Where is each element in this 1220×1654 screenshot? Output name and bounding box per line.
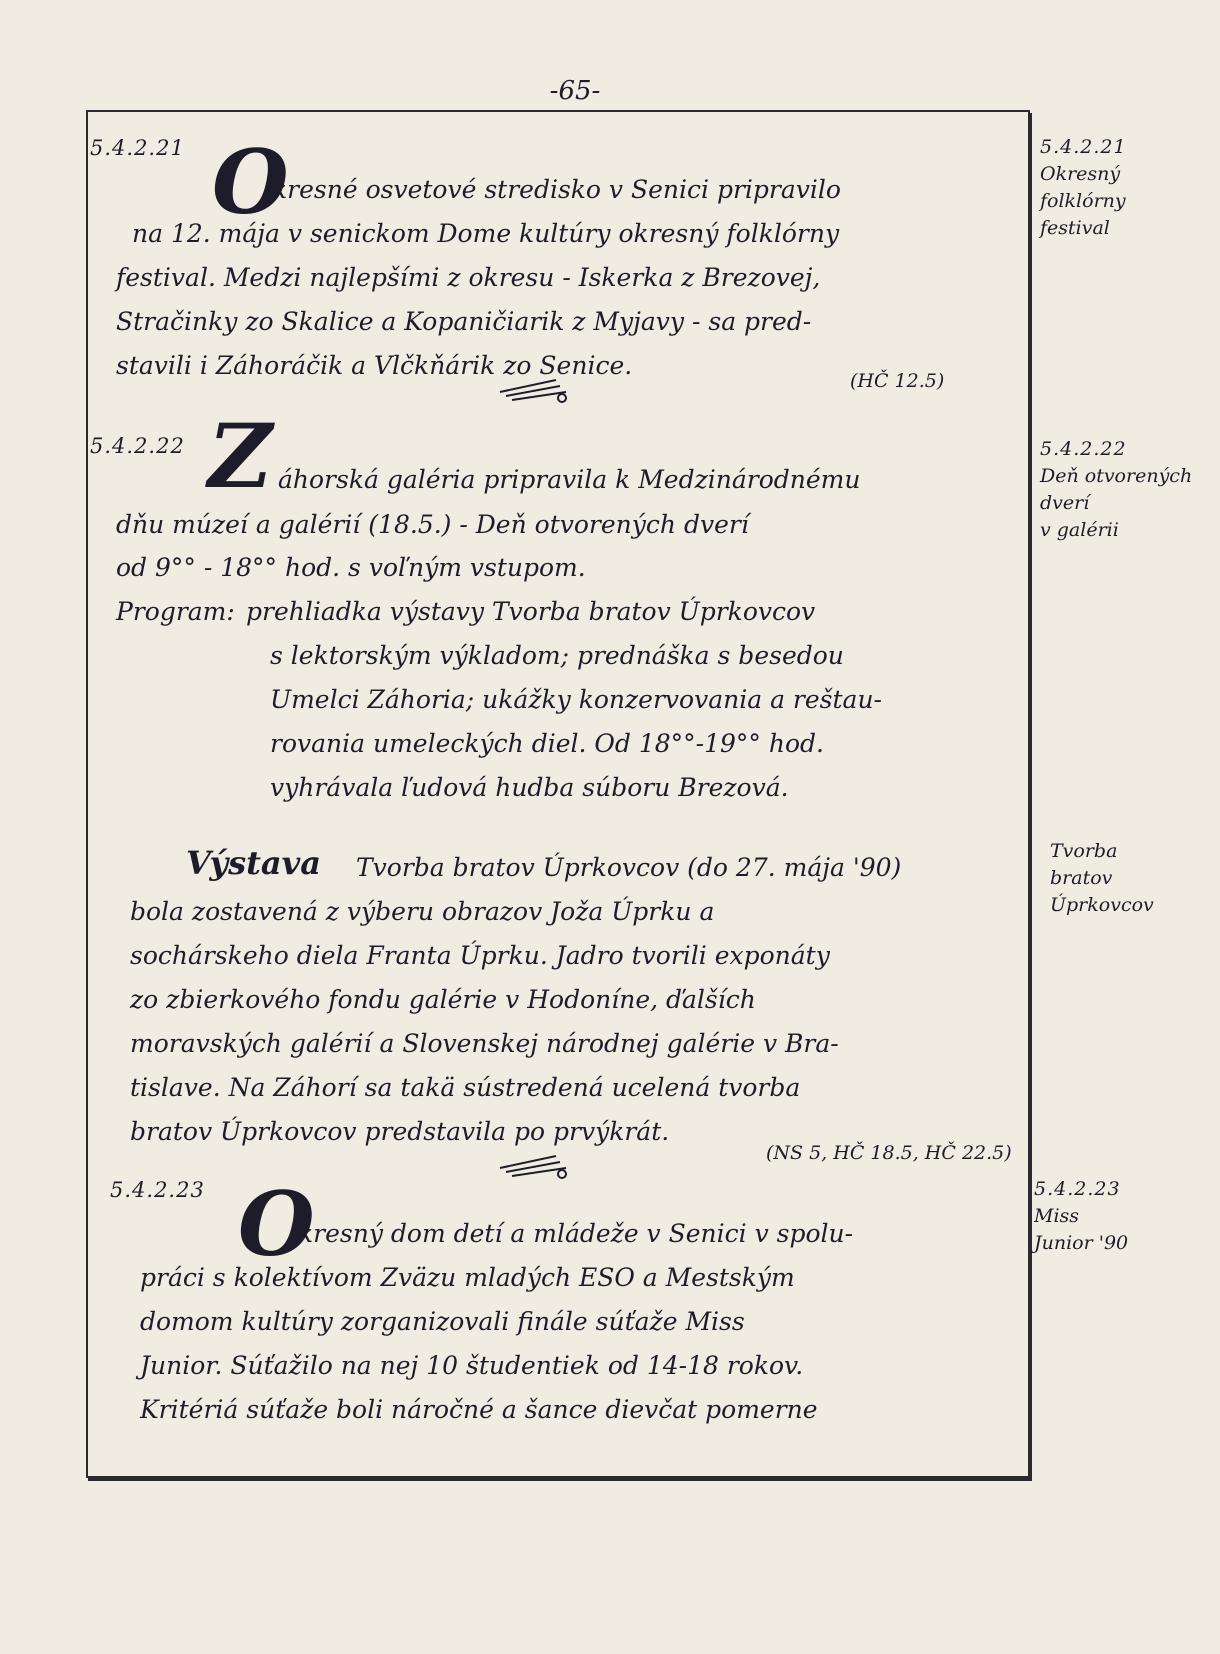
entry-line: moravských galérií a Slovenskej národnej galérie v Bra-: [130, 1029, 839, 1058]
margin-line: bratov: [1050, 867, 1113, 889]
section-heading: Výstava: [186, 844, 321, 882]
entry-line: domom kultúry zorganizovali finále súťaže Miss: [140, 1307, 745, 1336]
entry-line: sochárskeho diela Franta Úprku. Jadro tvorili exponáty: [130, 941, 830, 970]
entry-line: kresné osvetové stredisko v Senici pripravilo: [272, 175, 841, 204]
program-item: prehliadka výstavy Tvorba bratov Úprkovcov: [246, 597, 816, 626]
program-item: rovania umeleckých diel. Od 18°°-19°° hod.: [270, 729, 824, 758]
entry-line: Stračinky zo Skalice a Kopaničiarik z Myjavy - sa pred-: [116, 307, 812, 336]
margin-line: v galérii: [1040, 519, 1119, 541]
margin-note: [1034, 1176, 1128, 1257]
program-label: Program:: [116, 597, 235, 626]
margin-ref: 5.4.2.21: [1040, 136, 1127, 158]
margin-line: Junior '90: [1034, 1232, 1129, 1254]
program-item: s lektorským výkladom; prednáška s besedou: [270, 641, 844, 670]
page-number: -65-: [549, 76, 601, 106]
margin-line: Deň otvorených: [1040, 465, 1193, 487]
entry-line: stavili i Záhoráčik a Vlčkňárik zo Senice.: [116, 351, 633, 380]
entry-line: bola zostavená z výberu obrazov Joža Úprku a: [130, 897, 715, 926]
entry-line: na 12. mája v senickom Dome kultúry okresný folklórny: [132, 219, 840, 248]
entry-line: práci s kolektívom Zväzu mladých ESO a Mestským: [140, 1263, 795, 1292]
margin-line: festival: [1040, 217, 1110, 239]
entry-line: dňu múzeí a galérií (18.5.) - Deň otvorených dverí: [116, 510, 749, 539]
program-item: Umelci Záhoria; ukážky konzervovania a reštau-: [270, 685, 882, 714]
source-citation: (HČ 12.5): [850, 370, 945, 392]
drop-cap: Z: [208, 404, 273, 508]
margin-line: dverí: [1040, 492, 1090, 514]
entry-line: zo zbierkového fondu galérie v Hodoníne, ďalších: [130, 985, 756, 1014]
source-citation: (NS 5, HČ 18.5, HČ 22.5): [766, 1142, 1012, 1164]
section-flourish: [496, 1148, 576, 1184]
drop-cap: O: [212, 130, 289, 234]
margin-note: [1040, 134, 1127, 242]
entry-line: kresný dom detí a mládeže v Senici v spolu-: [298, 1219, 854, 1248]
entry-line: bratov Úprkovcov predstavila po prvýkrát.: [130, 1117, 670, 1146]
section-flourish: [496, 372, 576, 408]
drop-cap: O: [238, 1172, 315, 1276]
margin-note: [1040, 436, 1192, 544]
margin-ref: 5.4.2.23: [1034, 1178, 1121, 1200]
entry-line: Junior. Súťažilo na nej 10 študentiek od 14-18 rokov.: [140, 1351, 804, 1380]
margin-line: Tvorba: [1050, 840, 1118, 862]
entry-line: Kritériá súťaže boli náročné a šance dievčat pomerne: [140, 1395, 818, 1424]
margin-line: Okresný: [1040, 163, 1121, 185]
entry-line: Tvorba bratov Úprkovcov (do 27. mája '90): [356, 853, 902, 882]
margin-line: Miss: [1034, 1205, 1080, 1227]
margin-line: Úprkovcov: [1050, 894, 1154, 916]
entry-line: festival. Medzi najlepšími z okresu - Iskerka z Brezovej,: [116, 263, 821, 292]
program-line: [116, 590, 815, 633]
margin-note: [1050, 838, 1154, 919]
entry-ref: 5.4.2.22: [90, 434, 185, 458]
margin-ref: 5.4.2.22: [1040, 438, 1127, 460]
entry-line: od 9°° - 18°° hod. s voľným vstupom.: [116, 553, 586, 582]
entry-line: tislave. Na Záhorí sa takä sústredená ucelená tvorba: [130, 1073, 801, 1102]
margin-line: folklórny: [1040, 190, 1126, 212]
program-item: vyhrávala ľudová hudba súboru Brezová.: [270, 773, 789, 802]
entry-line: áhorská galéria pripravila k Medzinárodnému: [278, 465, 861, 494]
entry-ref: 5.4.2.23: [110, 1178, 205, 1202]
entry-ref: 5.4.2.21: [90, 136, 185, 160]
